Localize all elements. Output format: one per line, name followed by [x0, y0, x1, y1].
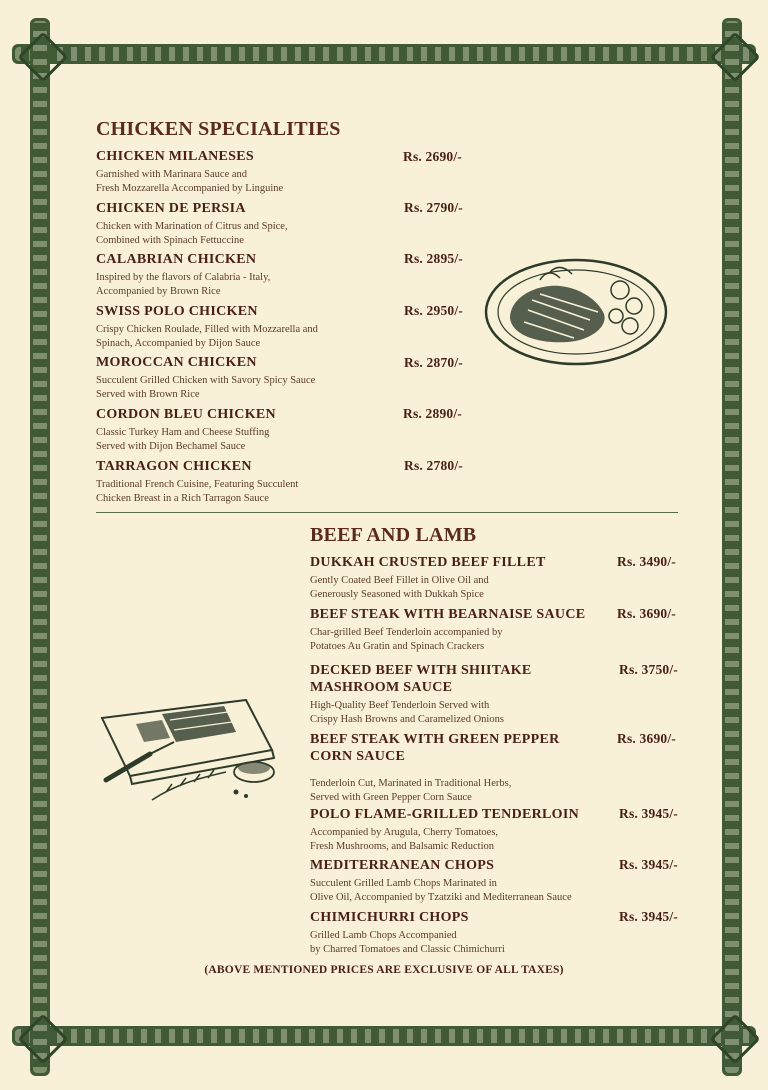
item-description: Garnished with Marinara Sauce and Fresh Mozzarella Accompanied by Linguine [96, 169, 284, 194]
item-description: Traditional French Cuisine, Featuring Succulent Chicken Breast in a Rich Tarragon Sauce [96, 479, 299, 504]
item-name: BEEF STEAK WITH BEARNAISE SAUCE [310, 607, 586, 622]
menu-item [310, 554, 610, 602]
item-price: Rs. 2780/- [404, 458, 463, 473]
frame-knot-icon [710, 32, 761, 83]
frame-top-stick [12, 44, 756, 64]
chicken-plate-illustration [480, 250, 672, 375]
item-name: DECKED BEEF WITH SHIITAKE MASHROOM SAUCE [310, 663, 532, 695]
section-title-chicken: CHICKEN SPECIALITIES [96, 118, 341, 140]
menu-item [310, 662, 610, 727]
item-price: Rs. 3945/- [619, 857, 678, 872]
item-price: Rs. 3690/- [617, 731, 676, 746]
item-price: Rs. 3690/- [617, 606, 676, 621]
frame-left-stick [30, 18, 50, 1076]
frame-knot-icon [18, 32, 69, 83]
item-description: Grilled Lamb Chops Accompanied by Charred Tomatoes and Classic Chimichurri [310, 930, 505, 955]
item-price: Rs. 3750/- [619, 662, 678, 677]
item-name: MOROCCAN CHICKEN [96, 355, 257, 370]
item-description: Gently Coated Beef Fillet in Olive Oil and Generously Seasoned with Dukkah Spice [310, 575, 489, 600]
item-description: Classic Turkey Ham and Cheese Stuffing Served with Dijon Bechamel Sauce [96, 427, 270, 452]
item-name: CHICKEN DE PERSIA [96, 201, 246, 216]
menu-item [310, 806, 610, 854]
item-name: CHIMICHURRI CHOPS [310, 910, 469, 925]
tax-disclaimer: (ABOVE MENTIONED PRICES ARE EXCLUSIVE OF ALL TAXES) [204, 964, 564, 976]
frame-knot-icon [18, 1014, 69, 1065]
item-price: Rs. 2870/- [404, 355, 463, 370]
item-name: CHICKEN MILANESES [96, 149, 254, 164]
frame-bottom-stick [12, 1026, 756, 1046]
frame-knot-icon [710, 1014, 761, 1065]
item-description: Crispy Chicken Roulade, Filled with Mozzarella and Spinach, Accompanied by Dijon Sauce [96, 324, 318, 349]
item-description: Tenderloin Cut, Marinated in Traditional Herbs, Served with Green Pepper Corn Sauce [310, 778, 512, 803]
item-name: TARRAGON CHICKEN [96, 459, 252, 474]
item-name: SWISS POLO CHICKEN [96, 304, 258, 319]
item-name: POLO FLAME-GRILLED TENDERLOIN [310, 807, 580, 822]
item-description: Accompanied by Arugula, Cherry Tomatoes, Fresh Mushrooms, and Balsamic Reduction [310, 827, 499, 852]
item-description: Succulent Grilled Lamb Chops Marinated in Olive Oil, Accompanied by Tzatziki and Mediterranean Sauce [310, 878, 572, 903]
item-description: High-Quality Beef Tenderloin Served with Crispy Hash Browns and Caramelized Onions [310, 700, 504, 725]
item-description: Chicken with Marination of Citrus and Spice, Combined with Spinach Fettuccine [96, 221, 288, 246]
menu-item [310, 731, 610, 805]
item-price: Rs. 2690/- [403, 149, 462, 164]
item-price: Rs. 2895/- [404, 251, 463, 266]
item-price: Rs. 3945/- [619, 806, 678, 821]
menu-item [310, 909, 610, 957]
menu-item [310, 857, 615, 905]
steak-board-illustration [96, 680, 286, 805]
item-description: Char-grilled Beef Tenderloin accompanied by Potatoes Au Gratin and Spinach Crackers [310, 627, 503, 652]
item-name: CORDON BLEU CHICKEN [96, 407, 276, 422]
item-description: Inspired by the flavors of Calabria - Italy, Accompanied by Brown Rice [96, 272, 271, 297]
item-price: Rs. 2890/- [403, 406, 462, 421]
item-name: CALABRIAN CHICKEN [96, 252, 257, 267]
item-name: DUKKAH CRUSTED BEEF FILLET [310, 555, 546, 570]
section-divider [96, 512, 678, 513]
item-price: Rs. 2790/- [404, 200, 463, 215]
item-price: Rs. 3490/- [617, 554, 676, 569]
frame-right-stick [722, 18, 742, 1076]
item-name: MEDITERRANEAN CHOPS [310, 858, 495, 873]
menu-item [310, 606, 610, 654]
item-price: Rs. 3945/- [619, 909, 678, 924]
item-price: Rs. 2950/- [404, 303, 463, 318]
item-description: Succulent Grilled Chicken with Savory Spicy Sauce Served with Brown Rice [96, 375, 316, 400]
section-title-beef: BEEF AND LAMB [310, 524, 477, 546]
item-name: BEEF STEAK WITH GREEN PEPPER CORN SAUCE [310, 732, 560, 764]
